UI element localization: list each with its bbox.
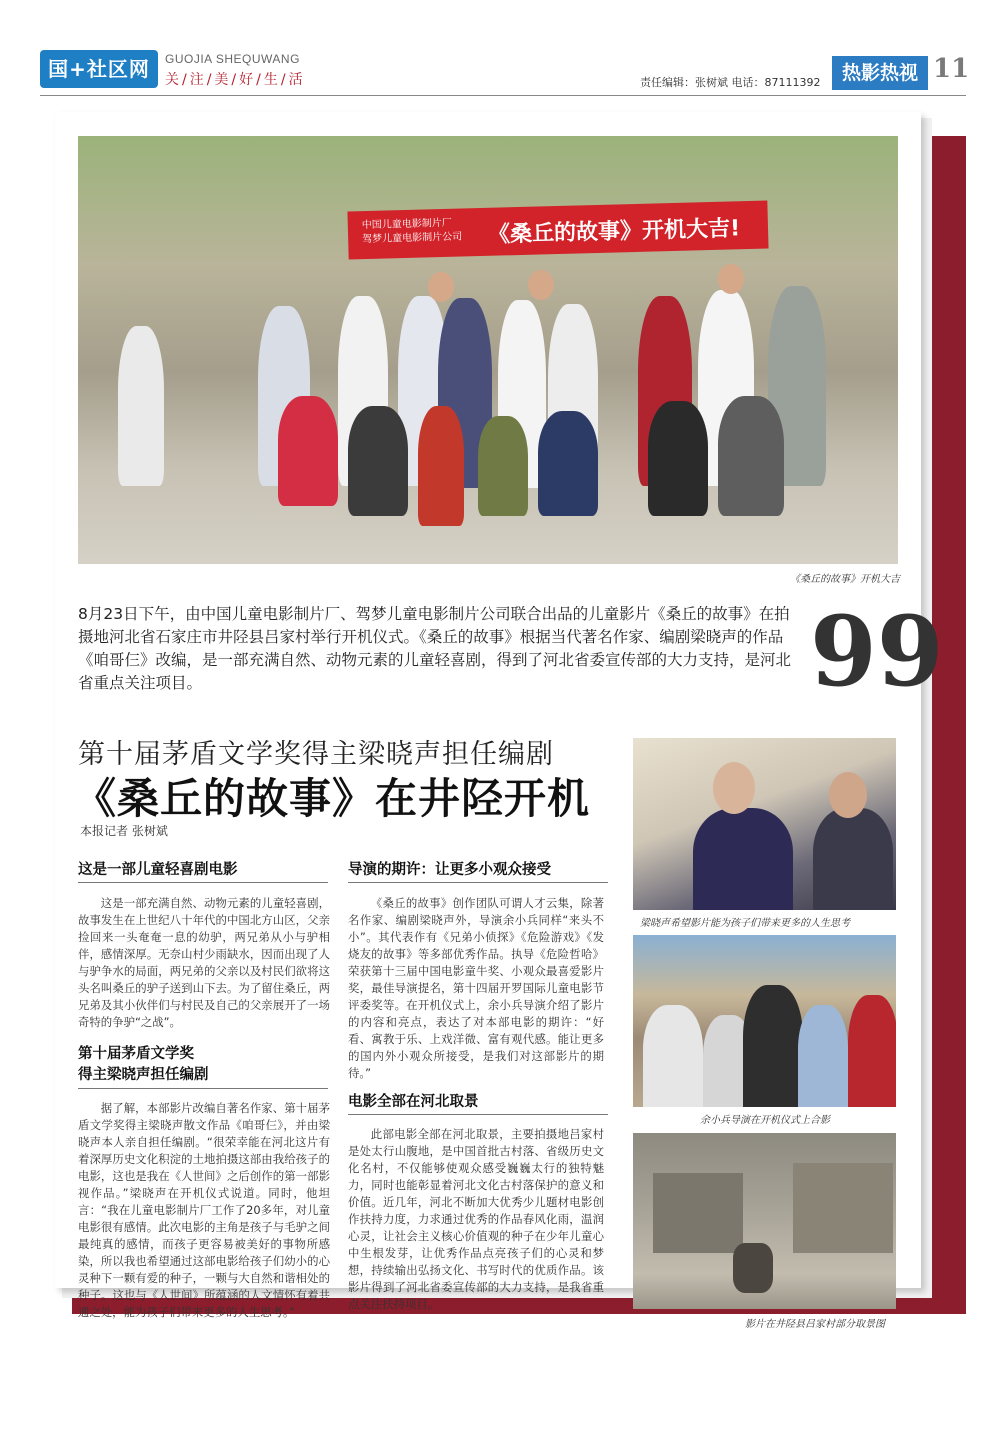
crowd-figures — [78, 286, 898, 516]
section-subhead: 第十届茅盾文学奖 得主梁晓声担任编剧 — [78, 1046, 209, 1083]
figure — [829, 772, 867, 818]
section-rule — [348, 882, 608, 883]
section-rule — [78, 882, 328, 883]
figure — [743, 985, 803, 1107]
section-subhead: 导演的期许：让更多小观众接受 — [348, 862, 551, 878]
opening-banner — [347, 201, 768, 260]
photo-caption: 梁晓声希望影片能为孩子们带来更多的人生思考 — [640, 918, 850, 929]
section-subhead: 这是一部儿童轻喜剧电影 — [78, 862, 238, 878]
section-body: 此部电影全部在河北取景，主要拍摄地吕家村是处太行山腹地，是中国首批古村落、省级历史文化名村，不仅能够使观众感受巍巍太行的独特魅力，同时也能彰显着河北文化古村落保护的意义和价值。近几年，河北不断加大优秀少儿题材电影创作扶持力度，力求通过优秀的作品春风化雨，温润心灵，让社会主义核心价值观的种子在少年儿童心中生根发芽，让优秀作品点亮孩子们的心灵和梦想，持续输出弘扬文化、书写时代的优质作品。该影片得到了河北省委宣传部的大力支持，是我省重点关注扶持项目。 — [348, 1127, 604, 1311]
headline-kicker: 第十届茅盾文学奖得主梁晓声担任编剧 — [78, 739, 554, 770]
site-logo: 国+社区网 — [40, 50, 158, 88]
figure — [118, 326, 164, 486]
section-badge: 热影热视 — [832, 56, 928, 90]
banner-title: 《桑丘的故事》开机大吉! — [487, 216, 741, 248]
figure — [693, 808, 793, 910]
building-shape — [793, 1163, 893, 1253]
figure — [713, 762, 755, 814]
section-subhead: 电影全部在河北取景 — [348, 1094, 479, 1110]
figure — [478, 416, 528, 516]
figure — [648, 401, 708, 516]
figure — [643, 1005, 703, 1107]
section-body: 《桑丘的故事》创作团队可谓人才云集，除著名作家、编剧梁晓声外，导演余小兵同样“来头不小”。其代表作有《兄弟小侦探》《危险游戏》《发烧友的故事》等多部优秀作品。执导《危险哲哈》荣获第十三届中国电影童牛奖、小观众最喜爱影片奖，最佳导演提名，第十四届开罗国际儿童电影节评委奖等。在开机仪式上，余小兵导演介绍了影片的内容和亮点，表达了对本部电影的期许：“好看、寓教于乐、上戏洋微、富有观代感。能让更多的国内外小观众所接受，是我们对这部影片的期待。” — [348, 896, 604, 1080]
figure — [538, 411, 598, 516]
figure — [848, 995, 896, 1107]
photo-caption: 影片在井陉县吕家村部分取景图 — [745, 1319, 885, 1330]
figure — [813, 808, 893, 910]
section-rule — [78, 1088, 328, 1089]
site-name-en: GUOJIA SHEQUWANG — [165, 52, 300, 66]
figure — [798, 1005, 848, 1107]
header-divider — [40, 95, 966, 96]
figure — [278, 396, 338, 506]
head — [528, 270, 554, 300]
site-slogan: 关/注/美/好/生/活 — [165, 72, 306, 88]
section-rule — [348, 1114, 608, 1115]
page-number: 11 — [933, 54, 970, 84]
photo-village-location — [633, 1133, 896, 1309]
head — [428, 272, 454, 302]
section-body: 这是一部充满自然、动物元素的儿童轻喜剧，故事发生在上世纪八十年代的中国北方山区，父亲捡回来一头奄奄一息的幼驴，两兄弟从小与驴相伴，感情深厚。无奈山村少雨缺水，因而出现了人与驴争水的局面，两兄弟的父亲以及村民们欲将这头名叫桑丘的驴子送到山下去。为了留住桑丘，两兄弟及其小伙伴们与村民及自己的父亲展开了一场奇特的争驴“之战”。 — [78, 896, 330, 1029]
byline: 本报记者 张树斌 — [80, 824, 168, 838]
figure — [348, 406, 408, 516]
quote-mark-icon: 99 — [810, 595, 944, 708]
group-photo — [78, 136, 898, 564]
figure — [418, 406, 464, 526]
figure — [718, 396, 784, 516]
head — [718, 264, 744, 294]
lead-paragraph: 8月23日下午，由中国儿童电影制片厂、驾梦儿童电影制片公司联合出品的儿童影片《桑丘的故事》在拍摄地河北省石家庄市井陉县吕家村举行开机仪式。《桑丘的故事》根据当代著名作家、编剧梁晓声的作品《咱哥仨》改编，是一部充满自然、动物元素的儿童轻喜剧，得到了河北省委宣传部的大力支持，是河北省重点关注项目。 — [78, 605, 792, 692]
photo-liang-xiaosheng — [633, 738, 896, 910]
editor-line: 责任编辑：张树斌 电话：87111392 — [640, 76, 821, 89]
section-body: 据了解，本部影片改编自著名作家、第十届茅盾文学奖得主梁晓声散文作品《咱哥仨》，并由梁晓声本人亲自担任编剧。“很荣幸能在河北这片有着深厚历史文化积淀的土地拍摄这部由我给孩子的电影，这也是我在《人世间》之后创作的第一部影视作品。”梁晓声在开机仪式说道。同时，他坦言：“我在儿童电影制片厂工作了20多年，对儿童电影很有感情。此次电影的主角是孩子与毛驴之间最纯真的感情，而孩子更容易被美好的事物所感染，所以我也希望通过这部电影给孩子们幼小的心灵种下一颗有爱的种子，一颗与大自然和谐相处的种子。这也与《人世间》所蕴涵的人文情怀有着共通之处，能为孩子们带来更多的人生思考。” — [78, 1101, 330, 1319]
headline: 《桑丘的故事》在井陉开机 — [74, 774, 591, 823]
photo-caption: 余小兵导演在开机仪式上合影 — [700, 1115, 830, 1126]
photo-director-group — [633, 935, 896, 1107]
donkey-shape — [733, 1243, 773, 1293]
building-shape — [653, 1173, 743, 1253]
banner-organizers: 中国儿童电影制片厂 驾梦儿童电影制片公司 — [361, 217, 463, 246]
main-photo-caption: 《桑丘的故事》开机大吉 — [790, 574, 900, 585]
